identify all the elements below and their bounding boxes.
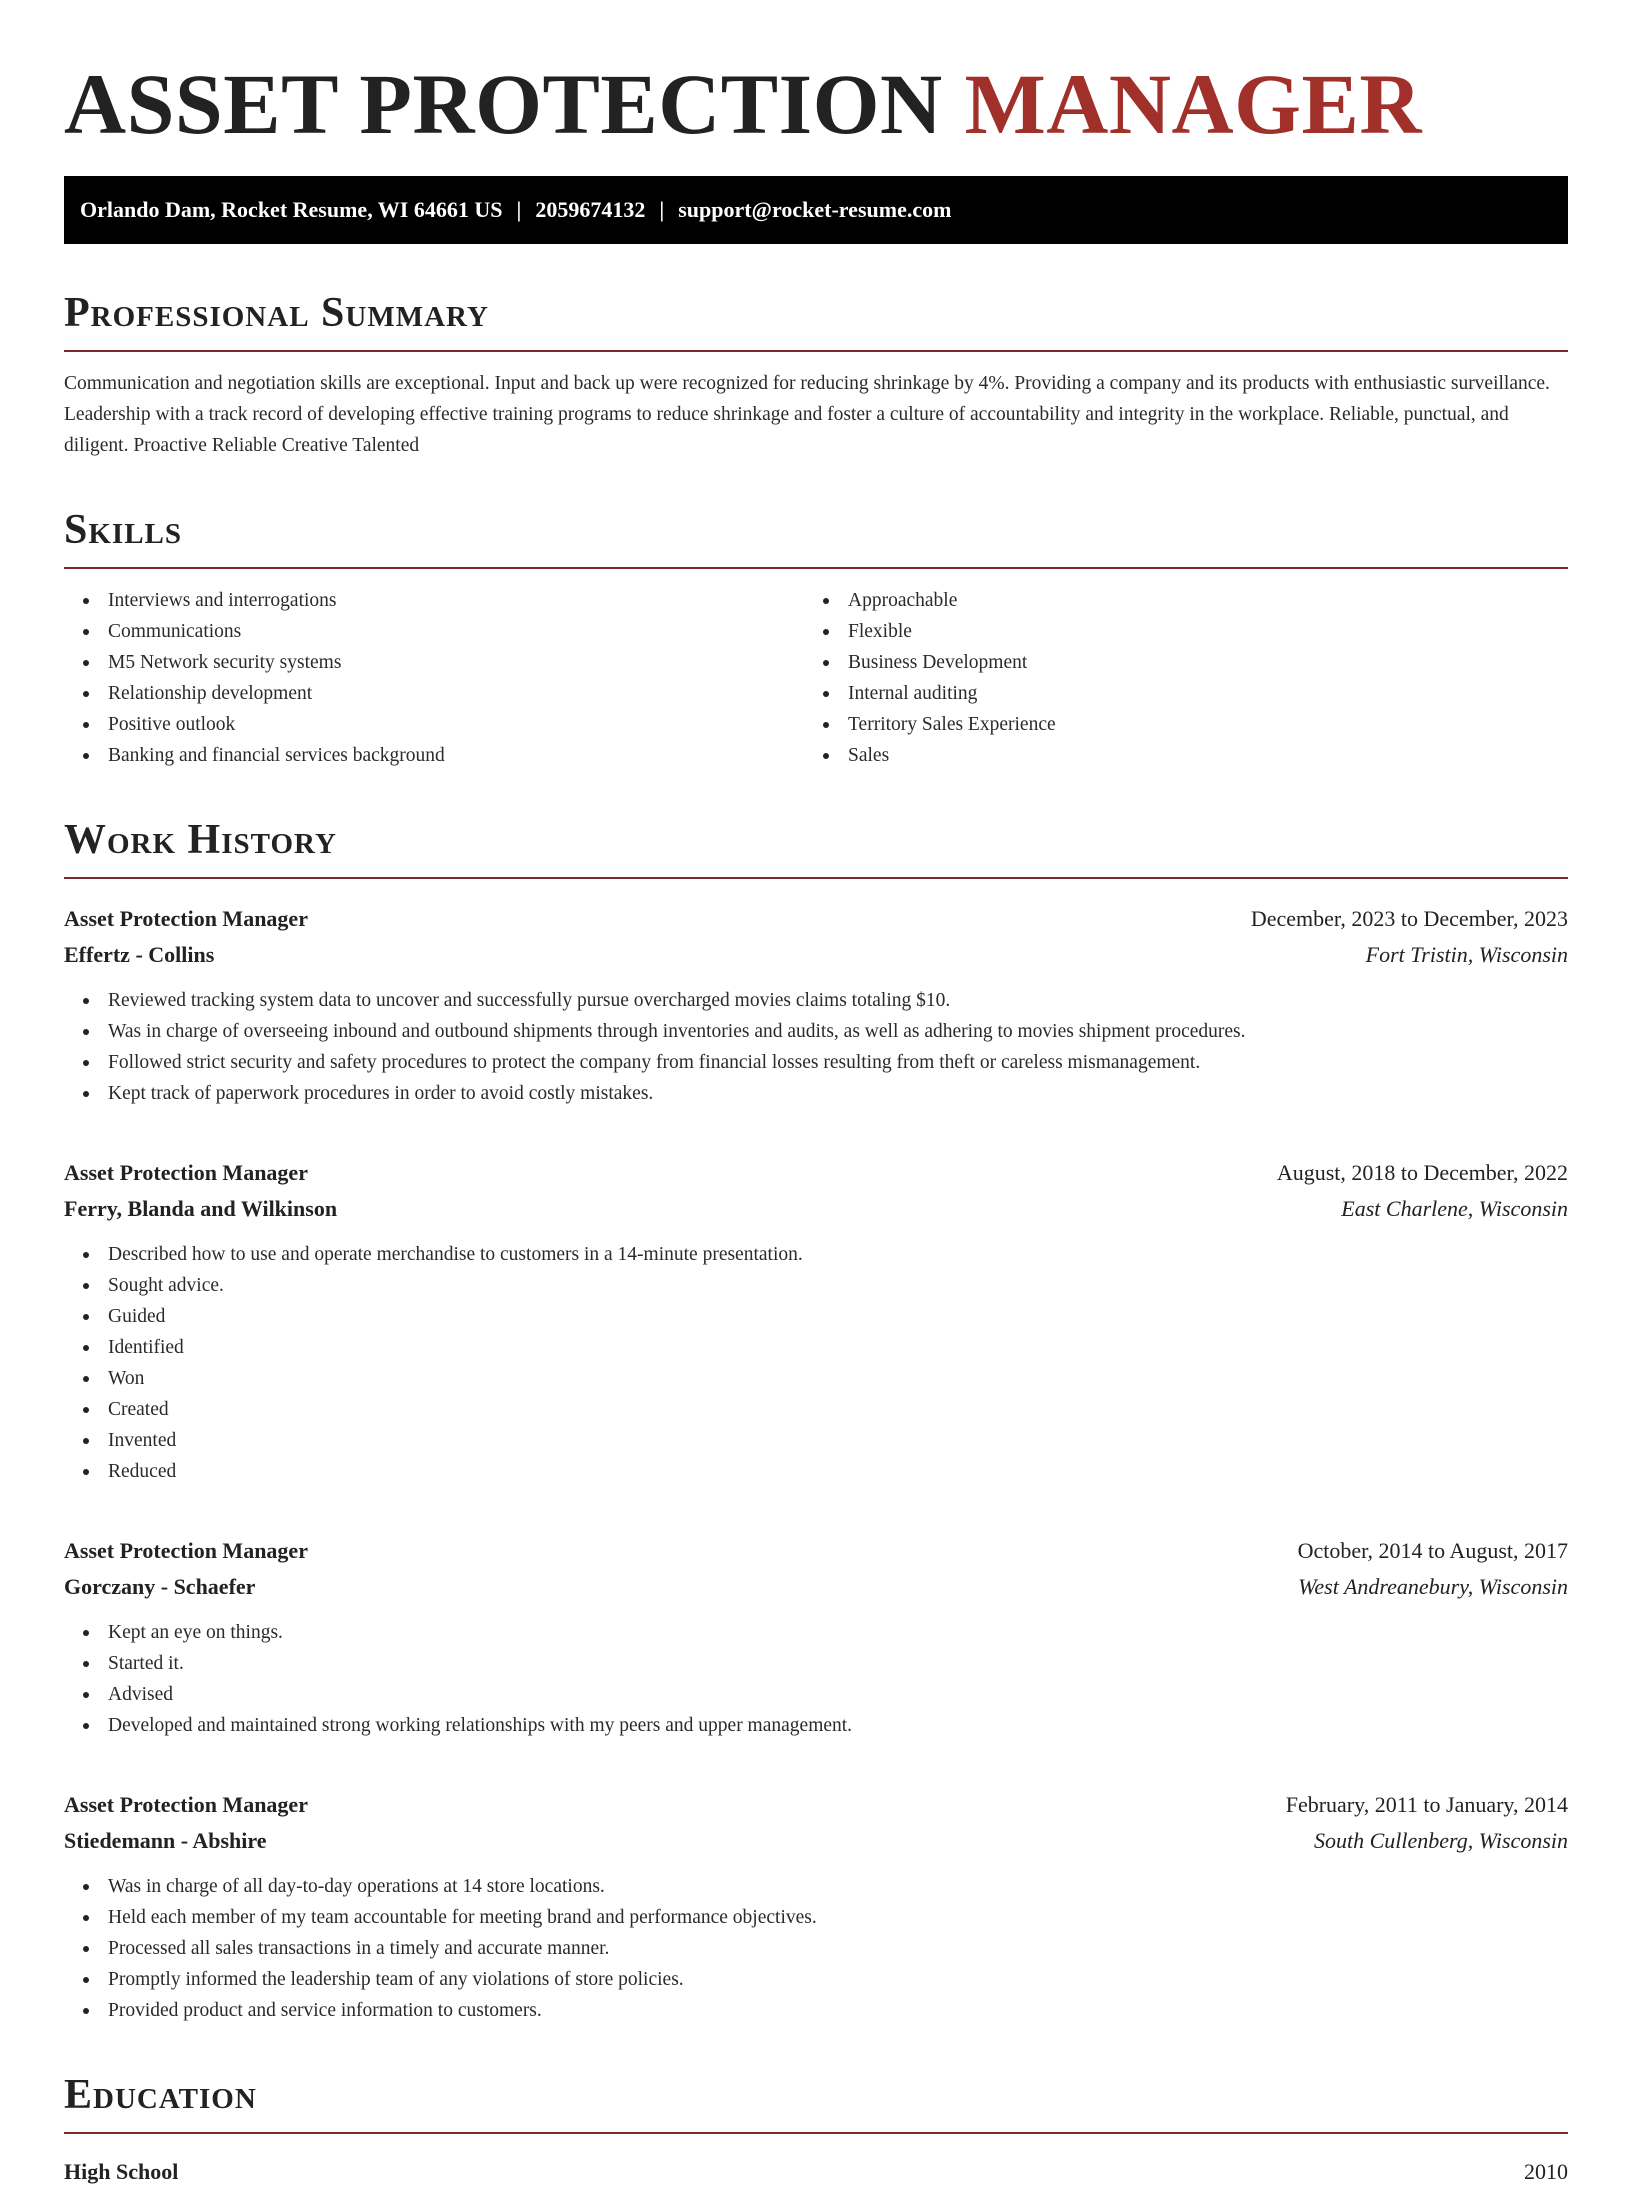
- job-bullet: Kept an eye on things.: [64, 1617, 1568, 1648]
- job-bullet: Kept track of paperwork procedures in order to avoid costly mistakes.: [64, 1078, 1568, 1109]
- skill-item: Sales: [804, 740, 1544, 771]
- summary-text: Communication and negotiation skills are exceptional. Input and back up were recognized for reducing shrinkage by 4%. Providing a company and its products with enthusiastic surveillance. Leadership with a track record of developing effective training programs to reduce shrinkage and foster a culture of accountability and integrity in the workplace. Reliable, punctual, and diligent. Proactive Reliable Creative Talented: [64, 373, 1550, 456]
- skill-item: Internal auditing: [804, 678, 1544, 709]
- job-dates: February, 2011 to January, 2014: [1285, 1792, 1568, 1817]
- section-divider: [64, 2132, 1568, 2134]
- skill-item: M5 Network security systems: [64, 647, 804, 678]
- job-title: Asset Protection Manager: [64, 1160, 308, 1185]
- job-bullet: Reviewed tracking system data to uncover and successfully pursue overcharged movies claims totaling $10.: [64, 985, 1568, 1016]
- skill-item: Communications: [64, 616, 804, 647]
- job-bullet: Guided: [64, 1301, 1568, 1332]
- job-bullet: Held each member of my team accountable for meeting brand and performance objectives.: [64, 1902, 1568, 1933]
- contact-separator: |: [516, 197, 522, 222]
- job-bullet: Was in charge of overseeing inbound and outbound shipments through inventories and audits, as well as adhering to movies shipment procedures.: [64, 1016, 1568, 1047]
- job-company-row: [64, 1191, 1568, 1227]
- job-company-row: [64, 1569, 1568, 1605]
- job-bullet: Promptly informed the leadership team of any violations of store policies.: [64, 1964, 1568, 1995]
- skills-section: [64, 507, 1568, 771]
- title-accent: MANAGER: [964, 56, 1422, 152]
- skill-item: Approachable: [804, 585, 1544, 616]
- job-company: Effertz - Collins: [64, 942, 215, 967]
- title-main: ASSET PROTECTION: [64, 56, 943, 152]
- job-header-row: [64, 1155, 1568, 1191]
- skills-columns: [64, 585, 1568, 771]
- skill-item: Positive outlook: [64, 709, 804, 740]
- contact-bar: [64, 176, 1568, 244]
- section-divider: [64, 877, 1568, 879]
- job-header-row: [64, 1787, 1568, 1823]
- job-bullet: Invented: [64, 1425, 1568, 1456]
- contact-phone: 2059674132: [535, 197, 646, 222]
- job-bullet: Developed and maintained strong working relationships with my peers and upper management.: [64, 1710, 1568, 1741]
- job-bullet: Identified: [64, 1332, 1568, 1363]
- job-company: Gorczany - Schaefer: [64, 1574, 256, 1599]
- job-company: Stiedemann - Abshire: [64, 1828, 267, 1853]
- job-bullet: Advised: [64, 1679, 1568, 1710]
- job-header-row: [64, 901, 1568, 937]
- section-divider: [64, 350, 1568, 352]
- job-bullet: Described how to use and operate merchandise to customers in a 14-minute presentation.: [64, 1239, 1568, 1270]
- job-dates: August, 2018 to December, 2022: [1276, 1160, 1568, 1185]
- skill-item: Interviews and interrogations: [64, 585, 804, 616]
- job-bullet: Sought advice.: [64, 1270, 1568, 1301]
- job-bullets: [64, 985, 1568, 1109]
- skill-item: Flexible: [804, 616, 1544, 647]
- job-bullet: Was in charge of all day-to-day operations at 14 store locations.: [64, 1871, 1568, 1902]
- job-bullet: Started it.: [64, 1648, 1568, 1679]
- education-section: [64, 2072, 1568, 2190]
- resume-title: [64, 0, 1568, 176]
- job-company-row: [64, 937, 1568, 973]
- job-bullets: [64, 1871, 1568, 2026]
- job-bullet: Created: [64, 1394, 1568, 1425]
- job-entry: [64, 1533, 1568, 1741]
- job-dates: December, 2023 to December, 2023: [1250, 906, 1568, 931]
- section-title: Skills: [64, 507, 183, 553]
- skills-list-left: [64, 585, 804, 771]
- job-bullets: [64, 1239, 1568, 1487]
- section-divider: [64, 567, 1568, 569]
- skills-list-right: [804, 585, 1544, 771]
- job-entry: [64, 901, 1568, 1109]
- job-header-row: [64, 1533, 1568, 1569]
- job-entry: [64, 1787, 1568, 2026]
- job-bullets: [64, 1617, 1568, 1741]
- contact-address: Orlando Dam, Rocket Resume, WI 64661 US: [80, 197, 503, 222]
- job-entry: [64, 1155, 1568, 1487]
- skill-item: Banking and financial services background: [64, 740, 804, 771]
- job-dates: October, 2014 to August, 2017: [1297, 1538, 1568, 1563]
- section-title: Education: [64, 2072, 257, 2118]
- skill-item: Territory Sales Experience: [804, 709, 1544, 740]
- job-company: Ferry, Blanda and Wilkinson: [64, 1196, 338, 1221]
- job-location: South Cullenberg, Wisconsin: [1313, 1828, 1568, 1853]
- job-location: Fort Tristin, Wisconsin: [1365, 942, 1568, 967]
- section-title: Professional Summary: [64, 290, 489, 336]
- job-bullet: Followed strict security and safety procedures to protect the company from financial losses resulting from theft or careless mismanagement.: [64, 1047, 1568, 1078]
- job-title: Asset Protection Manager: [64, 906, 308, 931]
- contact-email: support@rocket-resume.com: [678, 197, 952, 222]
- job-bullet: Won: [64, 1363, 1568, 1394]
- work-history-section: [64, 817, 1568, 2026]
- education-entry: [64, 2154, 1568, 2190]
- job-bullet: Provided product and service information to customers.: [64, 1995, 1568, 2026]
- summary-section: [64, 290, 1568, 461]
- skill-item: Relationship development: [64, 678, 804, 709]
- job-bullet: Processed all sales transactions in a timely and accurate manner.: [64, 1933, 1568, 1964]
- education-year: 2010: [1524, 2159, 1568, 2184]
- job-location: West Andreanebury, Wisconsin: [1298, 1574, 1568, 1599]
- job-bullet: Reduced: [64, 1456, 1568, 1487]
- job-location: East Charlene, Wisconsin: [1341, 1196, 1568, 1221]
- education-degree: High School: [64, 2159, 179, 2184]
- section-title: Work History: [64, 817, 337, 863]
- job-title: Asset Protection Manager: [64, 1792, 308, 1817]
- job-company-row: [64, 1823, 1568, 1859]
- job-title: Asset Protection Manager: [64, 1538, 308, 1563]
- skill-item: Business Development: [804, 647, 1544, 678]
- contact-separator: |: [659, 197, 665, 222]
